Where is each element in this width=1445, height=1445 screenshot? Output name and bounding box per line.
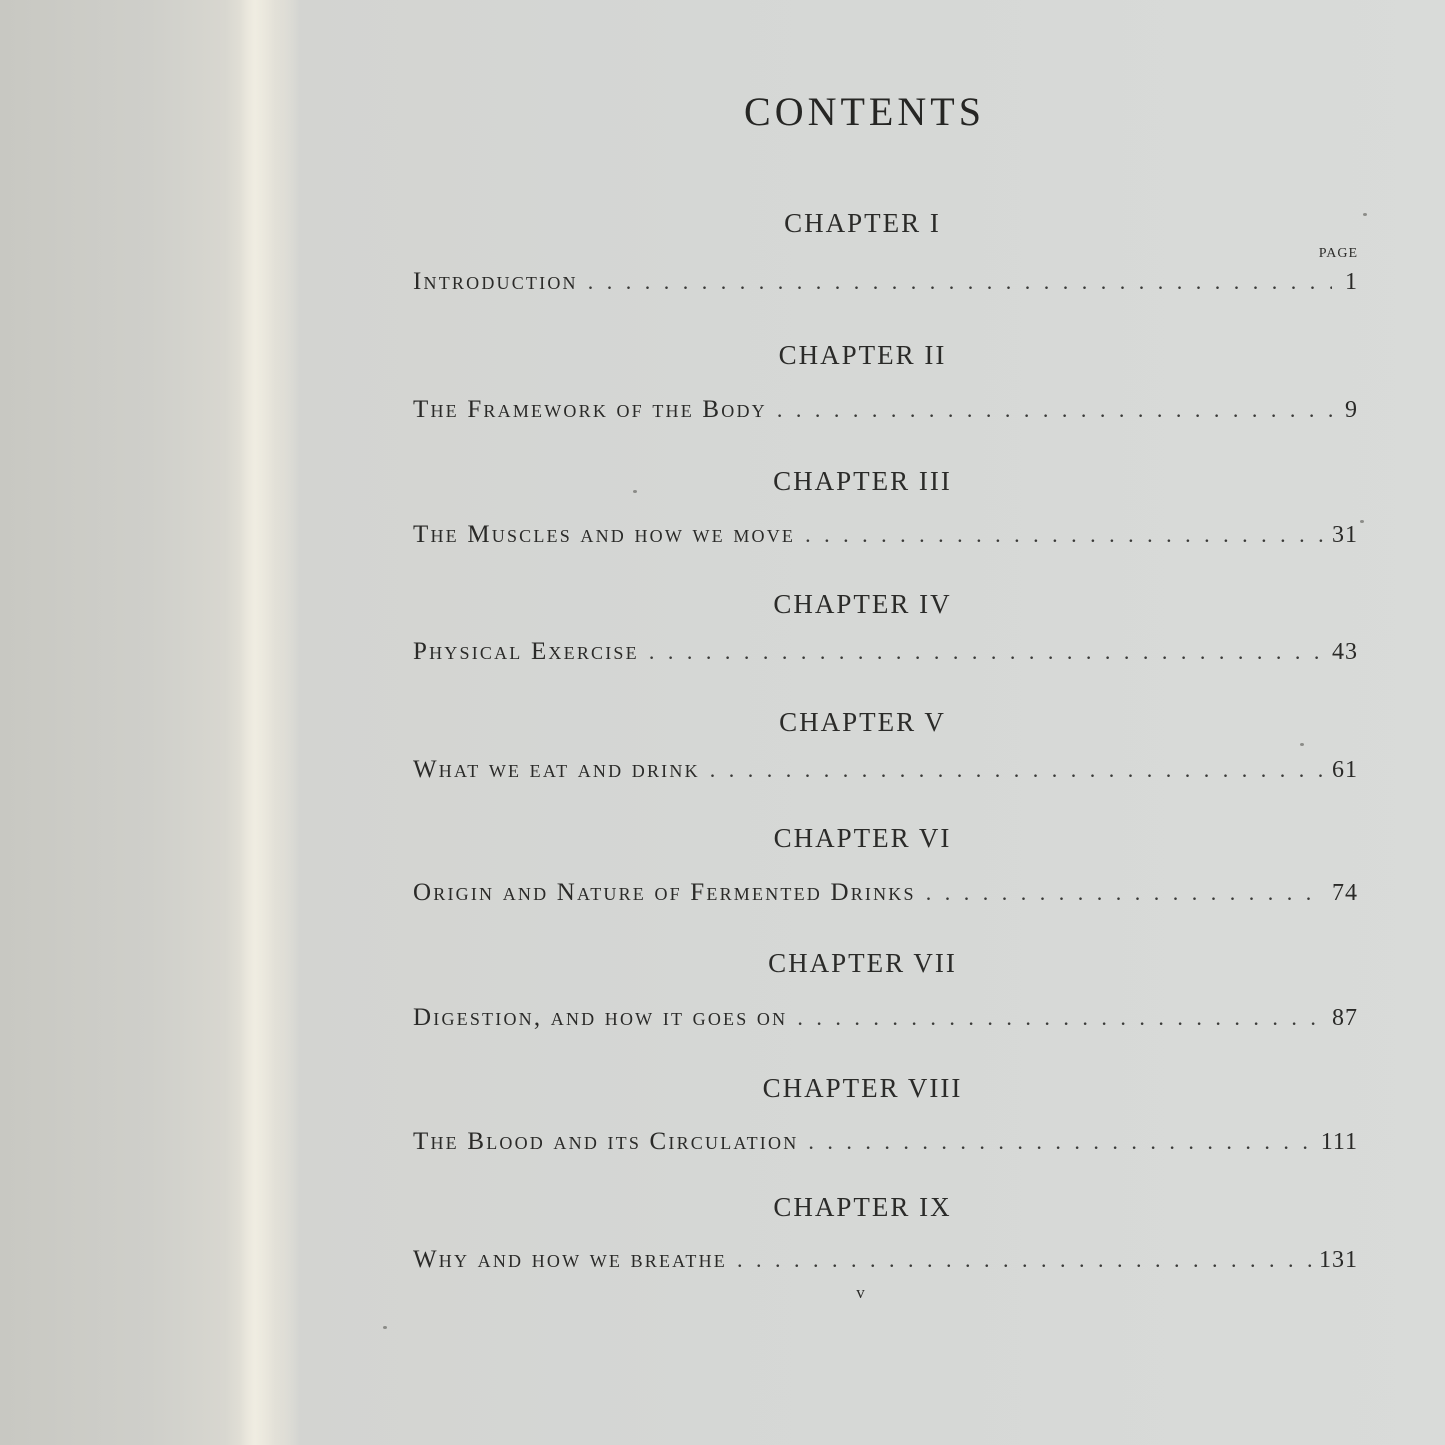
toc-entry-title: The Framework of the Body xyxy=(413,396,767,423)
toc-entry xyxy=(413,1246,1358,1274)
dot-leader xyxy=(737,1247,1313,1273)
toc-entry xyxy=(413,638,1358,666)
dot-leader xyxy=(805,522,1326,548)
toc-entry-title: Why and how we breathe xyxy=(413,1246,727,1273)
toc-entry-title: Physical Exercise xyxy=(413,638,639,665)
toc-entry-page: 61 xyxy=(1332,757,1358,783)
toc-entry-page: 87 xyxy=(1332,1005,1358,1031)
dot-leader xyxy=(777,397,1332,423)
page-folio: v xyxy=(856,1283,865,1302)
chapter-heading: CHAPTER IX xyxy=(773,1192,952,1222)
paper-speck xyxy=(633,490,637,493)
dot-leader xyxy=(649,639,1326,665)
chapter-heading: CHAPTER I xyxy=(784,208,941,238)
dot-leader xyxy=(588,269,1332,295)
contents-page xyxy=(300,0,1445,1445)
toc-entry-title: Origin and Nature of Fermented Drinks xyxy=(413,879,916,906)
toc-entry-title: The Blood and its Circulation xyxy=(413,1128,799,1155)
page-column-label: PAGE xyxy=(1318,246,1358,261)
toc-entry-page: 131 xyxy=(1319,1247,1358,1273)
paper-speck xyxy=(383,1326,387,1329)
left-page xyxy=(0,0,250,1445)
toc-entry-title: What we eat and drink xyxy=(413,756,700,783)
toc-entry-page: 9 xyxy=(1345,397,1358,423)
chapter-heading: CHAPTER VIII xyxy=(762,1073,963,1103)
chapter-heading: CHAPTER V xyxy=(779,707,946,737)
toc-entry xyxy=(413,521,1358,549)
dot-leader xyxy=(926,880,1326,906)
toc-entry xyxy=(413,879,1358,907)
paper-speck xyxy=(1360,520,1364,523)
page-title: CONTENTS xyxy=(744,89,985,134)
toc-entry-title: Introduction xyxy=(413,268,578,295)
toc-entry-page: 31 xyxy=(1332,522,1358,548)
toc-entry-page: 111 xyxy=(1320,1129,1358,1155)
chapter-heading: CHAPTER IV xyxy=(773,589,952,619)
toc-entry xyxy=(413,1004,1358,1032)
chapter-heading: CHAPTER II xyxy=(778,340,947,370)
dot-leader xyxy=(710,757,1326,783)
toc-entry-page: 1 xyxy=(1345,269,1358,295)
toc-entry xyxy=(413,1128,1358,1156)
chapter-heading: CHAPTER VI xyxy=(773,823,952,853)
paper-speck xyxy=(1363,213,1367,216)
toc-entry xyxy=(413,396,1358,424)
chapter-heading: CHAPTER VII xyxy=(768,948,957,978)
toc-entry-page: 74 xyxy=(1332,880,1358,906)
toc-entry-page: 43 xyxy=(1332,639,1358,665)
toc-entry-title: The Muscles and how we move xyxy=(413,521,796,548)
toc-entry xyxy=(413,268,1358,296)
toc-entry-title: Digestion, and how it goes on xyxy=(413,1004,788,1031)
dot-leader xyxy=(797,1005,1326,1031)
toc-entry xyxy=(413,756,1358,784)
dot-leader xyxy=(808,1129,1314,1155)
paper-speck xyxy=(1300,743,1304,746)
chapter-heading: CHAPTER III xyxy=(773,466,952,496)
